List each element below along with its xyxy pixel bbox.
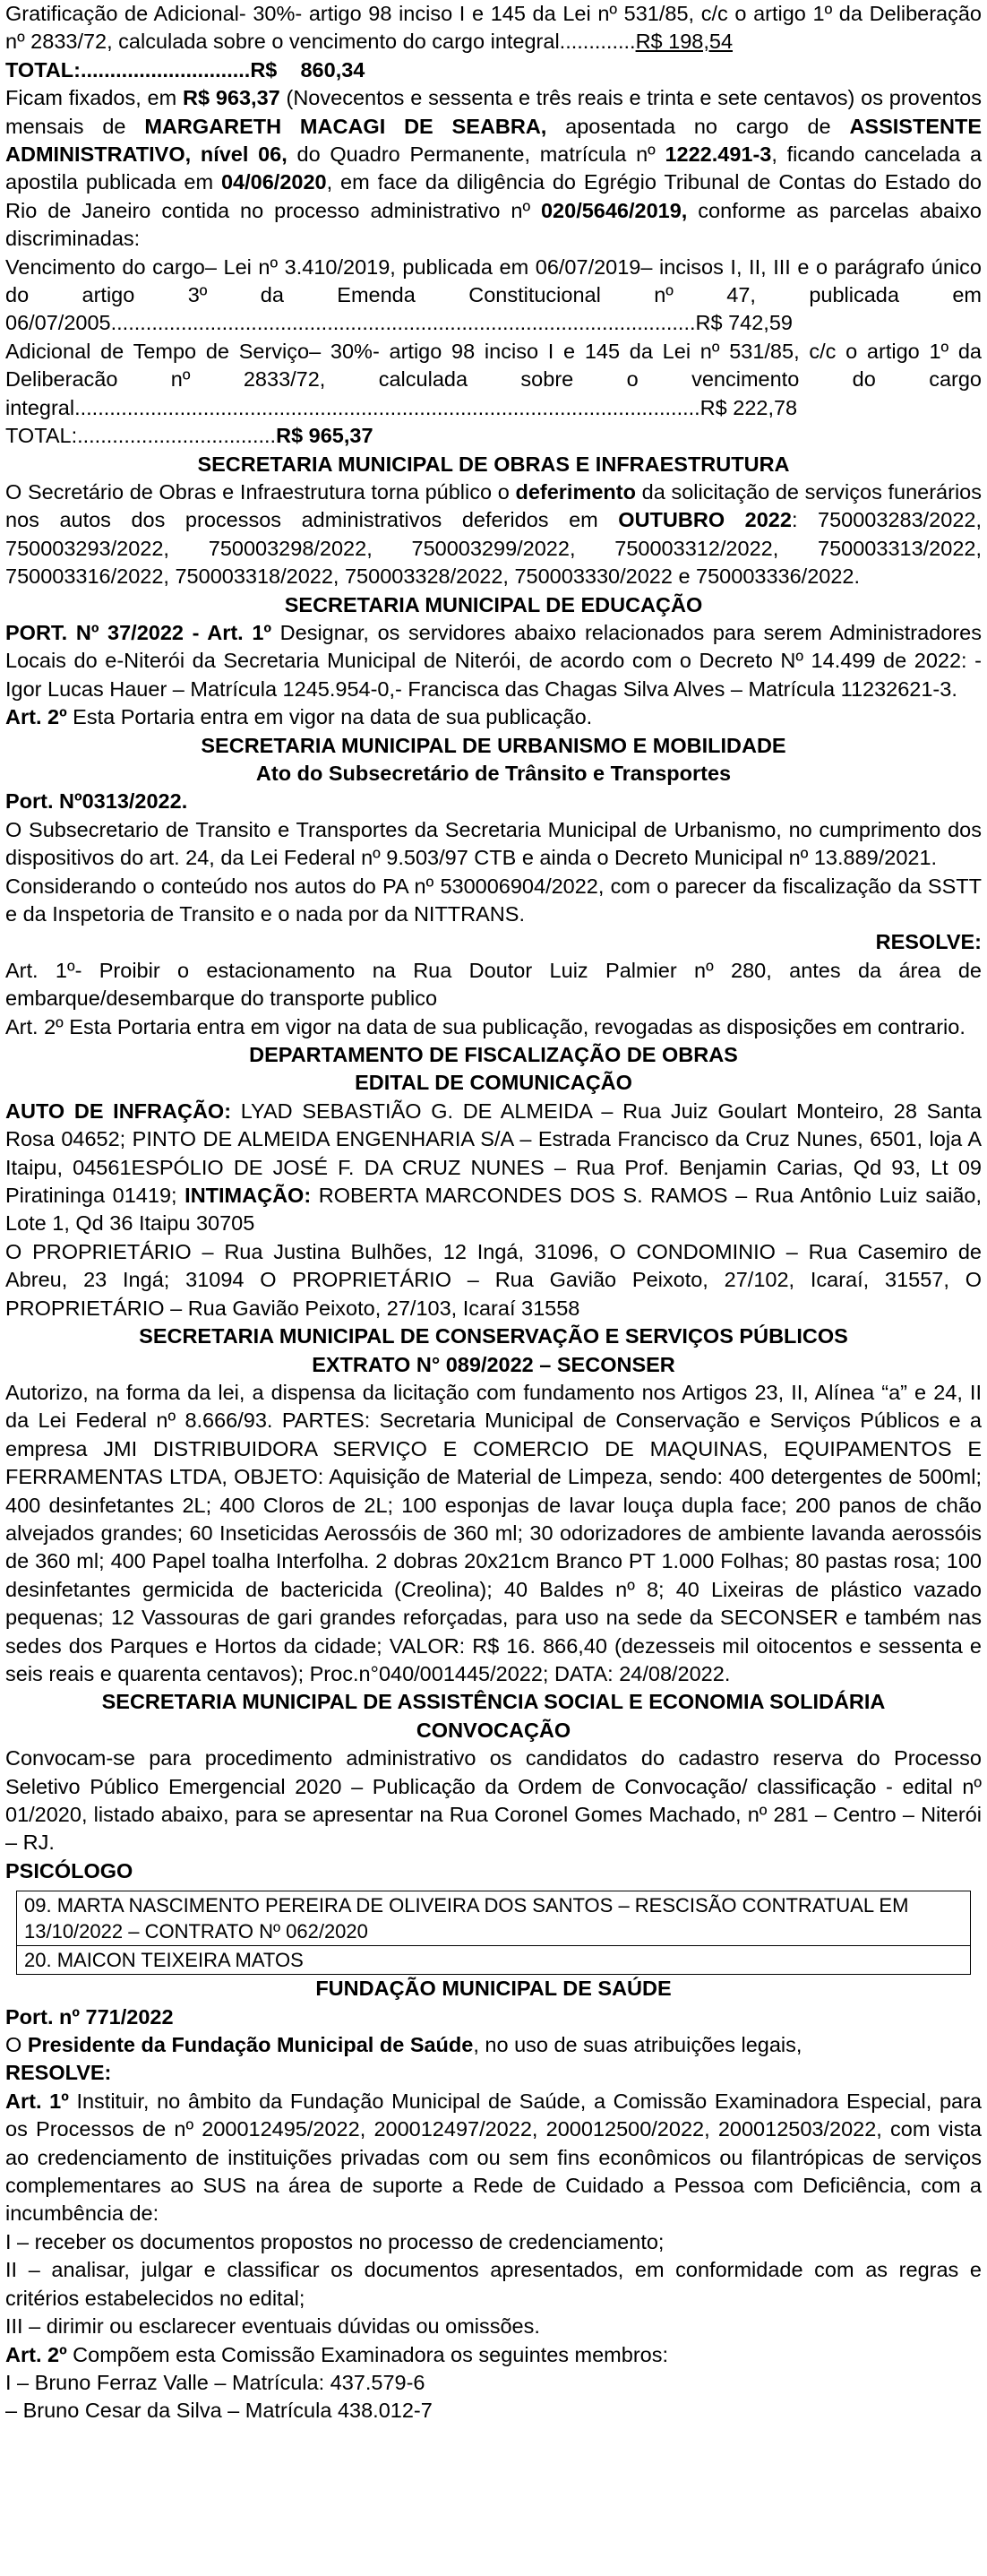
section-subheader-convocacao: CONVOCAÇÃO: [416, 1718, 571, 1742]
vencimento-paragraph: Vencimento do cargo– Lei nº 3.410/2019, publicada em 06/07/2019– incisos I, II, III e o parágrafo único do artigo 3º da Emenda Constitucional nº 47, publicada em 06/07/2005....................................................................................................R$ 742,59: [5, 254, 982, 335]
section-header-conservacao: SECRETARIA MUNICIPAL DE CONSERVAÇÃO E SERVIÇOS PÚBLICOS: [139, 1324, 848, 1348]
section-header-urbanismo: SECRETARIA MUNICIPAL DE URBANISMO E MOBILIDADE: [201, 733, 786, 757]
saude-resolve: RESOLVE:: [5, 2061, 112, 2085]
saude-member-1: I – Bruno Ferraz Valle – Matrícula: 437.579-6: [5, 2370, 425, 2394]
saude-art2: Art. 2º Compõem esta Comissão Examinadora os seguintes membros:: [5, 2342, 669, 2366]
total-line-1: TOTAL:.............................R$ 860,34: [5, 57, 365, 82]
table-row: 20. MAICON TEIXEIRA MATOS: [24, 1949, 304, 1972]
urbanismo-paragraph-2: Considerando o conteúdo nos autos do PA nº 530006904/2022, com o parecer da fiscalização da SSTT e da Inspetoria de Transito e o nada por da NITTRANS.: [5, 874, 982, 926]
saude-member-2: – Bruno Cesar da Silva – Matrícula 438.012-7: [5, 2399, 433, 2423]
gratificacao-value: R$ 198,54: [635, 30, 734, 54]
saude-item-3: III – dirimir ou esclarecer eventuais dúvidas ou omissões.: [5, 2314, 540, 2339]
conservacao-paragraph: Autorizo, na forma da lei, a dispensa da licitação com fundamento nos Artigos 23, II, Alínea “a” e 24, II da Lei Federal nº 8.666/93. PARTES: Secretaria Municipal de Conservação e Serviços Públicos e a empresa JMI DISTRIBUIDORA SERVIÇO E COMERCIO DE MAQUINAS, EQUIPAMENTOS E FERRAMENTAS LTDA, OBJETO: Aquisição de Material de Limpeza, sendo: 400 detergentes de 500ml; 400 desinfetantes 2L; 400 Cloros de 2L; 100 esponjas de lavar louça dupla face; 200 panos de chão alvejados grandes; 60 Inseticidas Aerossóis de 360 ml; 30 odorizadores de ambiente lavanda aerossóis de 360 ml; 400 Papel toalha Interfolha. 2 dobras 20x21cm Branco PT 1.000 Folhas; 80 pastas rosa; 100 desinfetantes germicida de bactericida (Creolina); 40 Baldes nº 8; 40 Lixeiras de plástico vazado pequenas; 12 Vassouras de gari grandes reforçadas, para uso na sede da SECONSER e também nas sedes dos Parques e Hortos da cidade; VALOR: R$ 16. 866,40 (dezesseis mil oitocentos e sessenta e seis reais e quarenta centavos); Proc.n°040/001445/2022; DATA: 24/08/2022.: [5, 1380, 982, 1685]
fiscalizacao-paragraph-2: O PROPRIETÁRIO – Rua Justina Bulhões, 12 Ingá, 31096, O CONDOMINIO – Rua Casemiro de Abreu, 23 Ingá; 31094 O PROPRIETÁRIO – Rua Gavião Peixoto, 27/102, Icaraí, 31557, O PROPRIETÁRIO – Rua Gavião Peixoto, 27/103, Icaraí 31558: [5, 1239, 982, 1320]
convocacao-paragraph: Convocam-se para procedimento administrativo os candidatos do cadastro reserva do Processo Seletivo Público Emergencial 2020 – Publicação da Ordem de Convocação/ classificação - edital nº 01/2020, listado abaixo, para se apresentar na Rua Coronel Gomes Machado, nº 281 – Centro – Niterói – RJ.: [5, 1746, 982, 1855]
saude-item-1: I – receber os documentos propostos no processo de credenciamento;: [5, 2229, 665, 2253]
urbanismo-art1: Art. 1º- Proibir o estacionamento na Rua Doutor Luiz Palmier nº 280, antes da área de embarque/desembarque do transporte publico: [5, 958, 982, 1011]
urbanismo-art2: Art. 2º Esta Portaria entra em vigor na data de sua publicação, revogadas as disposições em contrario.: [5, 1014, 966, 1038]
proventos-paragraph: Ficam fixados, em R$ 963,37 (Novecentos e sessenta e três reais e trinta e sete centavos) os proventos mensais de MARGARETH MACAGI DE SEABRA, aposentada no cargo de ASSISTENTE ADMINISTRATIVO, nível 06, do Quadro Permanente, matrícula nº 1222.491-3, ficando cancelada a apostila publicada em 04/06/2020, em face da diligência do Egrégio Tribunal de Contas do Estado do Rio de Janeiro contida no processo administrativo nº 020/5646/2019, conforme as parcelas abaixo discriminadas:: [5, 86, 983, 251]
gratificacao-paragraph: Gratificação de Adicional- 30%- artigo 98 inciso I e 145 da Lei nº 531/85, c/c o artigo 1º da Deliberação nº 2833/72, calculada sobre o vencimento do cargo integral.............R$ 198,54: [5, 2, 982, 54]
urbanismo-resolve: RESOLVE:: [875, 930, 982, 954]
saude-portaria: Port. nº 771/2022: [5, 2004, 174, 2029]
section-header-assistencia: SECRETARIA MUNICIPAL DE ASSISTÊNCIA SOCIAL E ECONOMIA SOLIDÁRIA: [101, 1690, 886, 1714]
section-header-educacao: SECRETARIA MUNICIPAL DE EDUCAÇÃO: [284, 592, 703, 616]
fiscalizacao-paragraph: AUTO DE INFRAÇÃO: LYAD SEBASTIÃO G. DE ALMEIDA – Rua Juiz Goulart Monteiro, 28 Santa Rosa 04652; PINTO DE ALMEIDA ENGENHARIA S/A – Estrada Francisco da Cruz Nunes, 6501, loja A Itaipu, 04561ESPÓLIO DE JOSÉ F. DA CRUZ NUNES – Rua Prof. Benjamin Carias, Qd 93, Lt 09 Piratininga 01419; INTIMAÇÃO: ROBERTA MARCONDES DOS S. RAMOS – Rua Antônio Luiz saião, Lote 1, Qd 36 Itaipu 30705: [5, 1098, 983, 1236]
saude-art1: Art. 1º Instituir, no âmbito da Fundação Municipal de Saúde, a Comissão Examinadora Especial, para os Processos de nº 200012495/2022, 200012497/2022, 200012500/2022, 200012503/2022, com vista ao credenciamento de instituições privadas com ou sem fins econômicos ou filantrópicas de serviços complementares ao SUS na área de suporte a Rede de Cuidado a Pessoa com Deficiência, com a incumbência de:: [5, 2089, 982, 2226]
candidates-table: [16, 1891, 971, 1975]
urbanismo-paragraph-1: O Subsecretario de Transito e Transportes da Secretaria Municipal de Urbanismo, no cumprimento dos dispositivos do art. 24, da Lei Federal nº 9.503/97 CTB e ainda o Decreto Municipal nº 13.889/2021.: [5, 817, 982, 870]
section-subheader-transito: Ato do Subsecretário de Trânsito e Transportes: [255, 761, 732, 785]
role-psicologo: PSICÓLOGO: [5, 1858, 133, 1882]
section-header-fiscalizacao: DEPARTAMENTO DE FISCALIZAÇÃO DE OBRAS: [249, 1043, 738, 1067]
total-line-2: TOTAL:..................................R$ 965,37: [5, 424, 373, 448]
section-header-obras: SECRETARIA MUNICIPAL DE OBRAS E INFRAESTRUTURA: [197, 452, 790, 476]
saude-intro: O Presidente da Fundação Municipal de Saúde, no uso de suas atribuições legais,: [5, 2033, 802, 2057]
saude-item-2: II – analisar, julgar e classificar os documentos apresentados, em conformidade com as regras e critérios estabelecidos no edital;: [5, 2258, 982, 2310]
educacao-paragraph: PORT. Nº 37/2022 - Art. 1º Designar, os servidores abaixo relacionados para serem Administradores Locais do e-Niterói da Secretaria Municipal de Niterói, de acordo com o Decreto Nº 14.499 de 2022: - Igor Lucas Hauer – Matrícula 1245.954-0,- Francisca das Chagas Silva Alves – Matrícula 11232621-3.: [5, 620, 982, 701]
section-subheader-extrato: EXTRATO N° 089/2022 – SECONSER: [312, 1352, 675, 1376]
urbanismo-portaria: Port. Nº0313/2022.: [5, 789, 188, 814]
table-row: 09. MARTA NASCIMENTO PEREIRA DE OLIVEIRA DOS SANTOS – RESCISÃO CONTRATUAL EM 13/10/2022 – CONTRATO Nº 062/2020: [17, 1891, 970, 1946]
adicional-paragraph: Adicional de Tempo de Serviço– 30%- artigo 98 inciso I e 145 da Lei nº 531/85, c/c o artigo 1º da Deliberacão nº 2833/72, calculada sobre o vencimento do cargo integral...........................................................................................................R$ 222,78: [5, 339, 982, 419]
section-subheader-edital: EDITAL DE COMUNICAÇÃO: [355, 1071, 632, 1095]
educacao-art2: Art. 2º Esta Portaria entra em vigor na data de sua publicação.: [5, 705, 593, 729]
obras-paragraph: O Secretário de Obras e Infraestrutura torna público o deferimento da solicitação de serviços funerários nos autos dos processos administrativos deferidos em OUTUBRO 2022: 750003283/2022, 750003293/2022, 750003298/2022, 750003299/2022, 750003312/2022, 750003313/2022, 750003316/2022, 750003318/2022, 750003328/2022, 750003330/2022 e 750003336/2022.: [5, 479, 982, 589]
section-header-saude: FUNDAÇÃO MUNICIPAL DE SAÚDE: [315, 1977, 672, 2001]
